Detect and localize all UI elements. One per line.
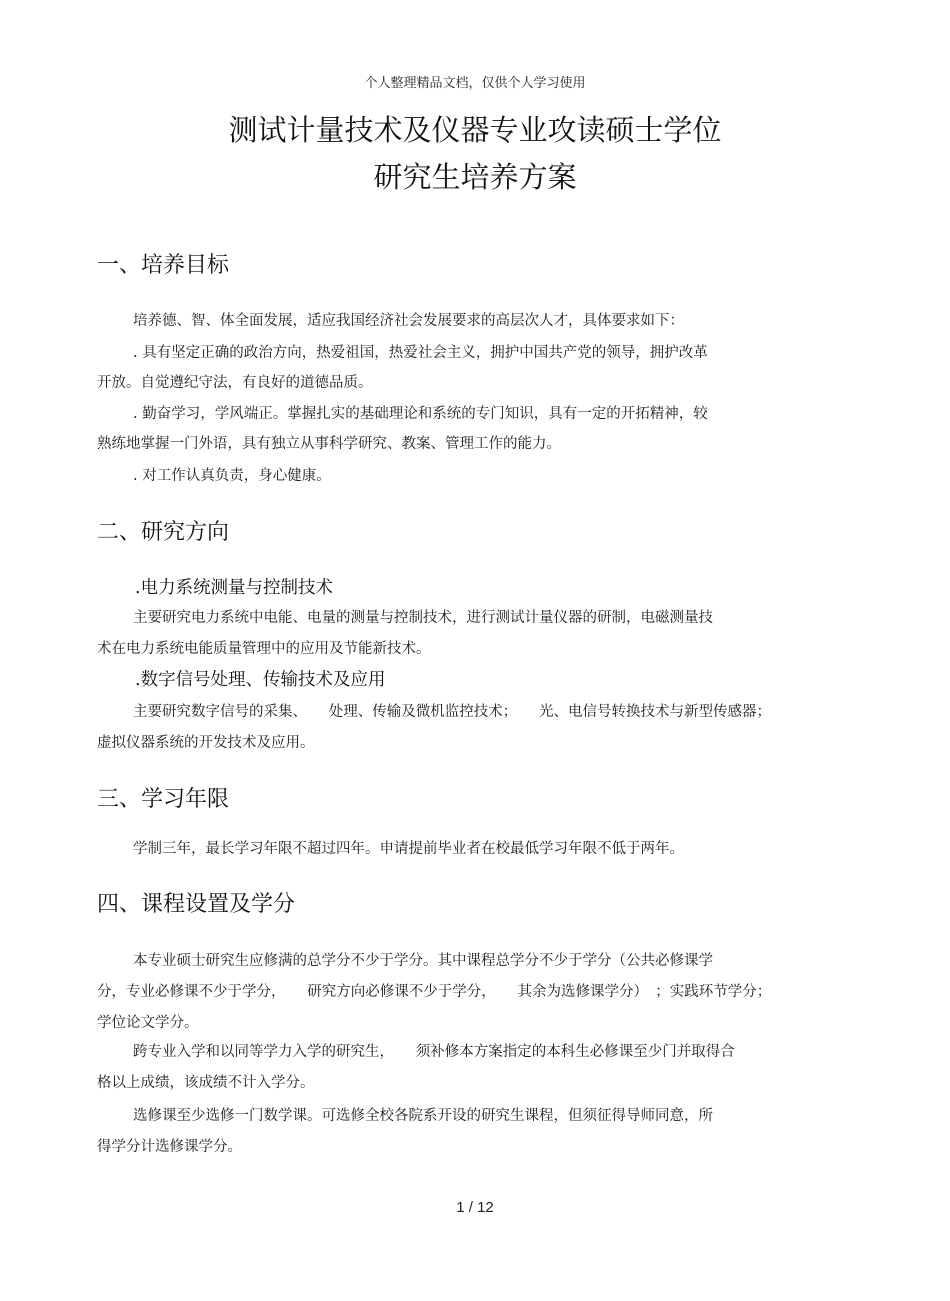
paragraph-line: 熟练地掌握一门外语，具有独立从事科学研究、教案、管理工作的能力。: [97, 436, 561, 452]
paragraph-line: 培养德、智、体全面发展，适应我国经济社会发展要求的高层次人才，具体要求如下：: [133, 313, 684, 329]
paragraph-line: 术在电力系统电能质量管理中的应用及节能新技术。: [97, 641, 431, 657]
paragraph-line: 学制三年，最长学习年限不超过四年。申请提前毕业者在校最低学习年限不低于两年。: [133, 841, 684, 857]
paragraph-line: 格以上成绩，该成绩不计入学分。: [97, 1075, 315, 1091]
paragraph-line: 学位论文学分。: [97, 1015, 199, 1031]
paragraph-line: . 具有坚定正确的政治方向，热爱祖国，热爱社会主义，拥护中国共产党的领导，拥护改革: [133, 345, 708, 361]
subheading-power-system: .电力系统测量与控制技术: [135, 578, 334, 598]
section-heading-courses-credits: 四、课程设置及学分: [97, 892, 296, 917]
paragraph-line: 选修课至少选修一门数学课。可选修全校各院系开设的研究生课程，但须征得导师同意，所: [133, 1108, 713, 1124]
section-heading-research-directions: 二、研究方向: [97, 520, 230, 545]
paragraph-line: . 勤奋学习，学风端正。掌握扎实的基础理论和系统的专门知识，具有一定的开拓精神，较: [133, 406, 708, 422]
paragraph-line: 得学分计选修课学分。: [97, 1139, 242, 1155]
subheading-digital-signal: .数字信号处理、传输技术及应用: [135, 670, 386, 690]
paragraph-line: 主要研究数字信号的采集、 处理、传输及微机监控技术； 光、电信号转换技术与新型传感器；: [133, 704, 771, 720]
paragraph-line: 分，专业必修课不少于学分， 研究方向必修课不少于学分， 其余为选修课学分） ；实践环节学分；: [97, 984, 772, 1000]
document-title-line-2: 研究生培养方案: [373, 160, 577, 194]
page-number: 1 / 12: [456, 1199, 494, 1216]
document-title-line-1: 测试计量技术及仪器专业攻读硕士学位: [228, 113, 722, 147]
paragraph-line: 主要研究电力系统中电能、电量的测量与控制技术，进行测试计量仪器的研制，电磁测量技: [133, 610, 713, 626]
paragraph-line: 开放。自觉遵纪守法，有良好的道德品质。: [97, 375, 373, 391]
paragraph-line: 跨专业入学和以同等学力入学的研究生， 须补修本方案指定的本科生必修课至少门并取得合: [133, 1044, 735, 1060]
paragraph-line: 虚拟仪器系统的开发技术及应用。: [97, 735, 315, 751]
paragraph-line: 本专业硕士研究生应修满的总学分不少于学分。其中课程总学分不少于学分（公共必修课学: [133, 953, 713, 969]
section-heading-study-period: 三、学习年限: [97, 787, 230, 812]
header-note: 个人整理精品文档，仅供个人学习使用: [364, 76, 586, 91]
section-heading-training-goals: 一、培养目标: [97, 253, 230, 278]
paragraph-line: . 对工作认真负责，身心健康。: [133, 468, 331, 484]
